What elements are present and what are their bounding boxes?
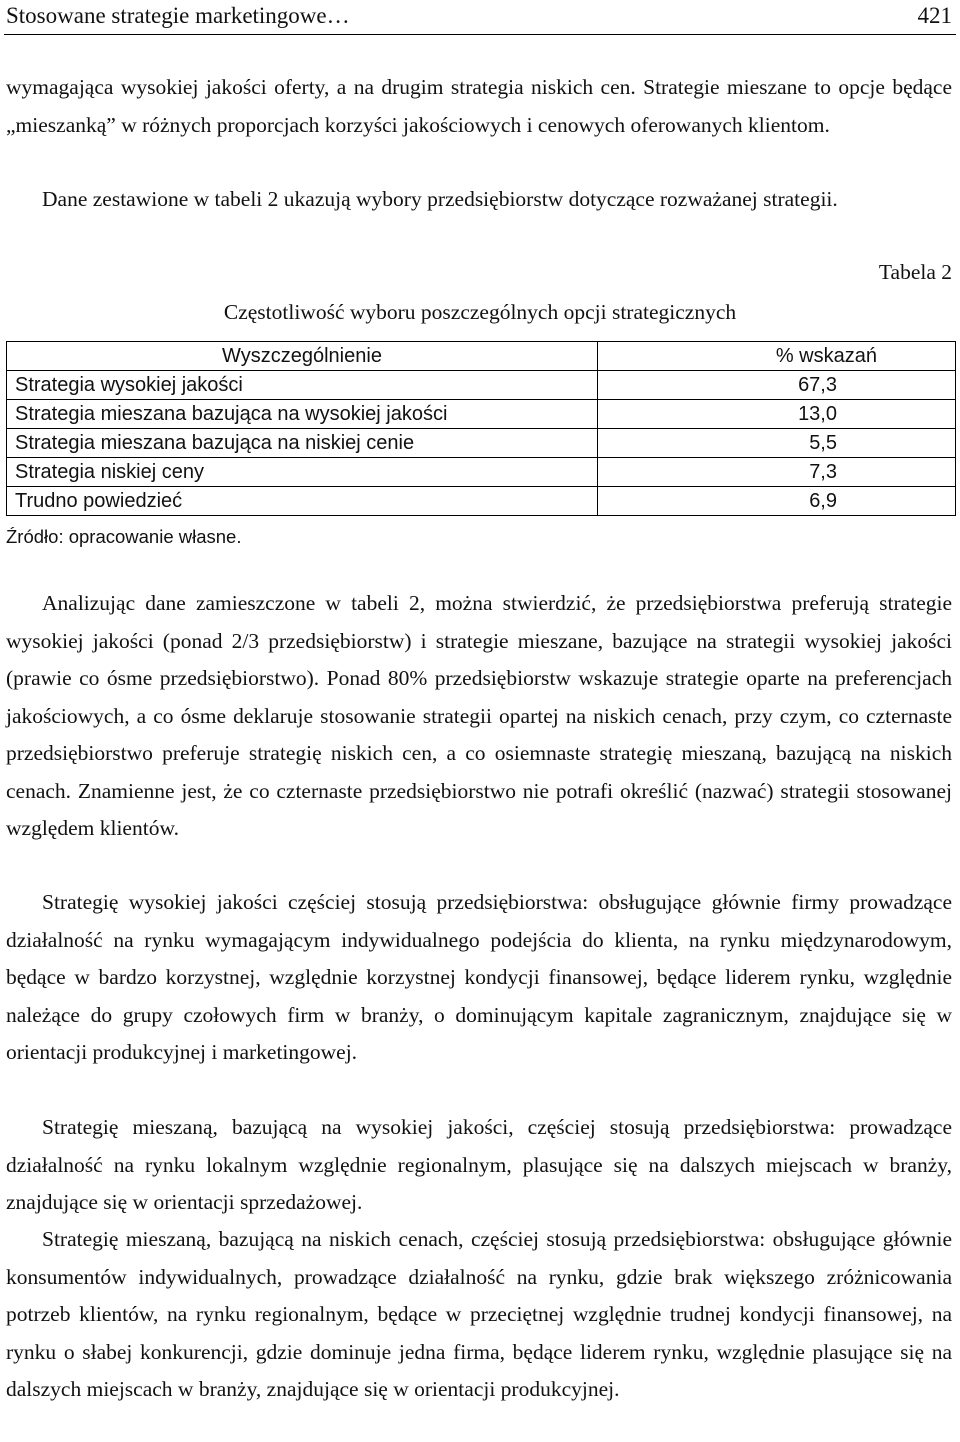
running-title: Stosowane strategie marketingowe…: [6, 3, 350, 28]
body-paragraph-1: Analizując dane zamieszczone w tabeli 2, można stwierdzić, że przedsiębiorstwa preferują strategie wysokiej jakości (ponad 2/3 przedsiębiorstw) i strategie mieszane, bazujące na strategii wysokiej jakości (prawie co ósme przedsiębiorstwo). Ponad 80% przedsiębiorstw wskazuje strategie oparte na preferencjach jakościowych, a co ósme deklaruje stosowanie strategii opartej na niskich cenach, przy czym, co czternaste przedsiębiorstwo preferuje strategię niskich cen, a co osiemnaste strategię mieszaną, bazującą na niskich cenach. Znamienne jest, że co czternaste przedsiębiorstwo nie potrafi określić (nazwać) strategii stosowanej względem klientów.: [6, 591, 952, 840]
table-label: Tabela 2: [878, 260, 952, 284]
page-number: 421: [917, 3, 952, 28]
intro-paragraph-2: Dane zestawione w tabeli 2 ukazują wybory przedsiębiorstw dotyczące rozważanej strategii.: [42, 187, 838, 211]
page-header: [4, 0, 956, 35]
row-label: Strategia mieszana bazująca na niskiej cenie: [7, 429, 598, 458]
table-row: [7, 371, 956, 400]
row-value: 6,9: [598, 487, 956, 516]
column-header-item: Wyszczególnienie: [7, 342, 598, 371]
body-paragraph-3: Strategię mieszaną, bazującą na wysokiej jakości, częściej stosują przedsiębiorstwa: prowadzące działalność na rynku lokalnym względnie regionalnym, plasujące się na dalszych miejscach w branży, znajdujące się w orientacji sprzedażowej.: [6, 1115, 952, 1214]
intro-paragraph-1: wymagająca wysokiej jakości oferty, a na drugim strategia niskich cen. Strategie mieszane to opcje będące „mieszanką” w różnych proporcjach korzyści jakościowych i cenowych oferowanych klientom.: [6, 75, 952, 137]
table-row: [7, 429, 956, 458]
row-value: 5,5: [598, 429, 956, 458]
column-header-percent: % wskazań: [598, 342, 956, 371]
table-source-note: Źródło: opracowanie własne.: [6, 526, 242, 547]
body-paragraph-4: Strategię mieszaną, bazującą na niskich cenach, częściej stosują przedsiębiorstwa: obsługujące głównie konsumentów indywidualnych, prowadzące działalność na rynku, gdzie brak większego zróżnicowania potrzeb klientów, na rynku regionalnym, będące w przeciętnej względnie trudnej kondycji finansowej, na rynku o słabej konkurencji, gdzie dominuje jedna firma, będące liderem rynku, względnie plasujące się na dalszych miejscach w branży, znajdujące się w orientacji produkcyjnej.: [6, 1227, 952, 1401]
table-row: [7, 487, 956, 516]
table-header-row: [7, 342, 956, 371]
row-value: 7,3: [598, 458, 956, 487]
table-row: [7, 458, 956, 487]
table-row: [7, 400, 956, 429]
row-label: Trudno powiedzieć: [7, 487, 598, 516]
row-label: Strategia niskiej ceny: [7, 458, 598, 487]
row-value: 67,3: [598, 371, 956, 400]
body-paragraph-2: Strategię wysokiej jakości częściej stosują przedsiębiorstwa: obsługujące głównie firmy prowadzące działalność na rynku wymagającym indywidualnego podejścia do klienta, na rynku międzynarodowym, będące w bardzo korzystnej, względnie korzystnej kondycji finansowej, będące liderem rynku, względnie należące do grupy czołowych firm w branży, o dominującym kapitale zagranicznym, znajdujące się w orientacji produkcyjnej i marketingowej.: [6, 890, 952, 1064]
row-label: Strategia wysokiej jakości: [7, 371, 598, 400]
strategy-table: [6, 341, 956, 516]
row-value: 13,0: [598, 400, 956, 429]
table-title: Częstotliwość wyboru poszczególnych opcji strategicznych: [223, 300, 737, 324]
row-label: Strategia mieszana bazująca na wysokiej jakości: [7, 400, 598, 429]
